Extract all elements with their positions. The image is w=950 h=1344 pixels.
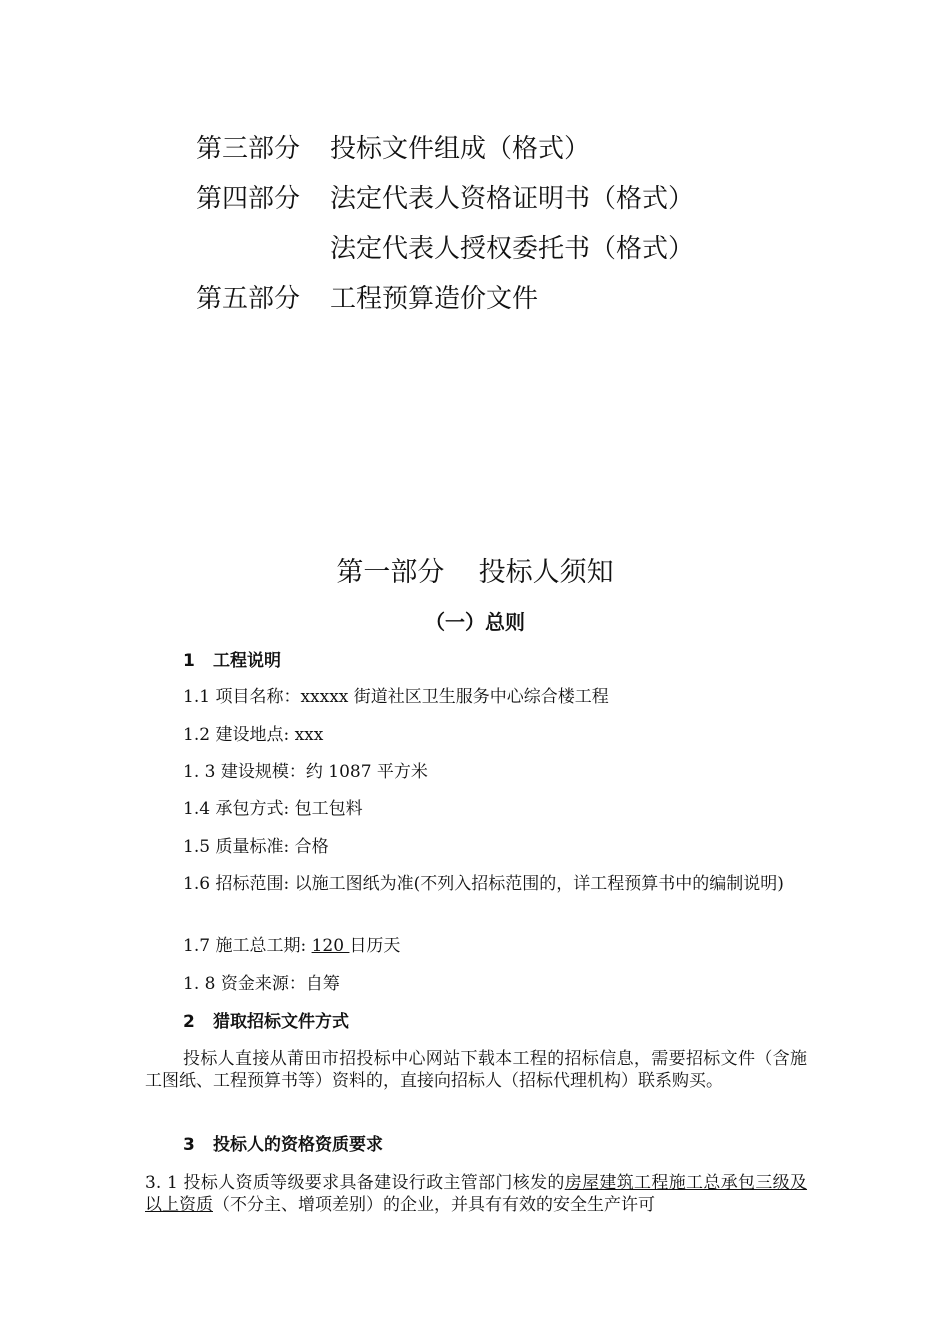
item-label: 1.5 质量标准: [183, 837, 295, 857]
period-value: 120 [311, 936, 350, 956]
section-heading [183, 1011, 349, 1033]
item-value: 包工包料 [294, 799, 363, 819]
period-unit: 日历天 [349, 936, 401, 956]
toc-title: 工程预算造价文件 [330, 284, 539, 314]
toc-title: 法定代表人授权委托书（格式） [330, 234, 695, 264]
qualification-text: 3. 1 投标人资质等级要求具备建设行政主管部门核发的 [145, 1173, 565, 1193]
item-label: 1.1 项目名称： [183, 687, 301, 707]
toc-part-label: 第五部分 [196, 284, 301, 314]
tender-scope-item [183, 873, 813, 895]
qualification-text-cont: （不分主、增项差别）的企业，并具有有效的安全生产许可 [213, 1195, 655, 1215]
section-heading [183, 650, 281, 672]
item-label: 1.6 招标范围: [183, 874, 295, 894]
item-label: 1.7 施工总工期: [183, 936, 312, 956]
toc-title: 法定代表人资格证明书（格式） [330, 184, 695, 214]
item-value: xxxxx 街道社区卫生服务中心综合楼工程 [300, 687, 609, 707]
section-number: 3 [183, 1135, 195, 1155]
toc-line-part5 [196, 284, 538, 314]
toc-line-part3 [196, 134, 590, 164]
contract-mode-item [183, 798, 363, 820]
project-name-item [183, 686, 609, 708]
toc-part-label: 第四部分 [196, 184, 301, 214]
part-one-title: 第一部分 投标人须知 [336, 557, 614, 588]
qualification-level: 房屋建筑工程施工总承包三级及以上资质 [145, 1173, 808, 1215]
section-title: 猎取招标文件方式 [213, 1012, 349, 1032]
general-provisions-subtitle: （一）总则 [425, 610, 525, 634]
toc-line-part4-sub [196, 234, 694, 264]
construction-period-item [183, 935, 400, 957]
item-label: 1.2 建设地点: [183, 725, 295, 745]
item-label: 1. 3 建设规模： [183, 762, 306, 782]
section-number: 1 [183, 651, 195, 671]
scale-item [183, 761, 428, 783]
item-label: 1. 8 资金来源： [183, 974, 306, 994]
item-value: xxx [294, 725, 324, 745]
section-title: 投标人的资格资质要求 [213, 1135, 383, 1155]
section-number: 2 [183, 1012, 195, 1032]
funding-source-item [183, 973, 340, 995]
quality-standard-item [183, 836, 329, 858]
toc-part-label: 第三部分 [196, 134, 301, 164]
location-item [183, 724, 323, 746]
qualification-paragraph [145, 1172, 807, 1216]
section-heading [183, 1134, 383, 1156]
item-value: 合格 [294, 837, 329, 857]
item-value: 自筹 [305, 974, 340, 994]
toc-title: 投标文件组成（格式） [330, 134, 591, 164]
item-value: 约 1087 平方米 [305, 762, 428, 782]
document-access-paragraph: 投标人直接从莆田市招投标中心网站下载本工程的招标信息，需要招标文件（含施工图纸、工程预算书等）资料的，直接向招标人（招标代理机构）联系购买。 [145, 1049, 807, 1091]
section-title: 工程说明 [213, 651, 281, 671]
item-label: 1.4 承包方式: [183, 799, 295, 819]
item-value: 以施工图纸为准(不列入招标范围的，详工程预算书中的编制说明) [294, 874, 784, 894]
toc-line-part4 [196, 184, 694, 214]
